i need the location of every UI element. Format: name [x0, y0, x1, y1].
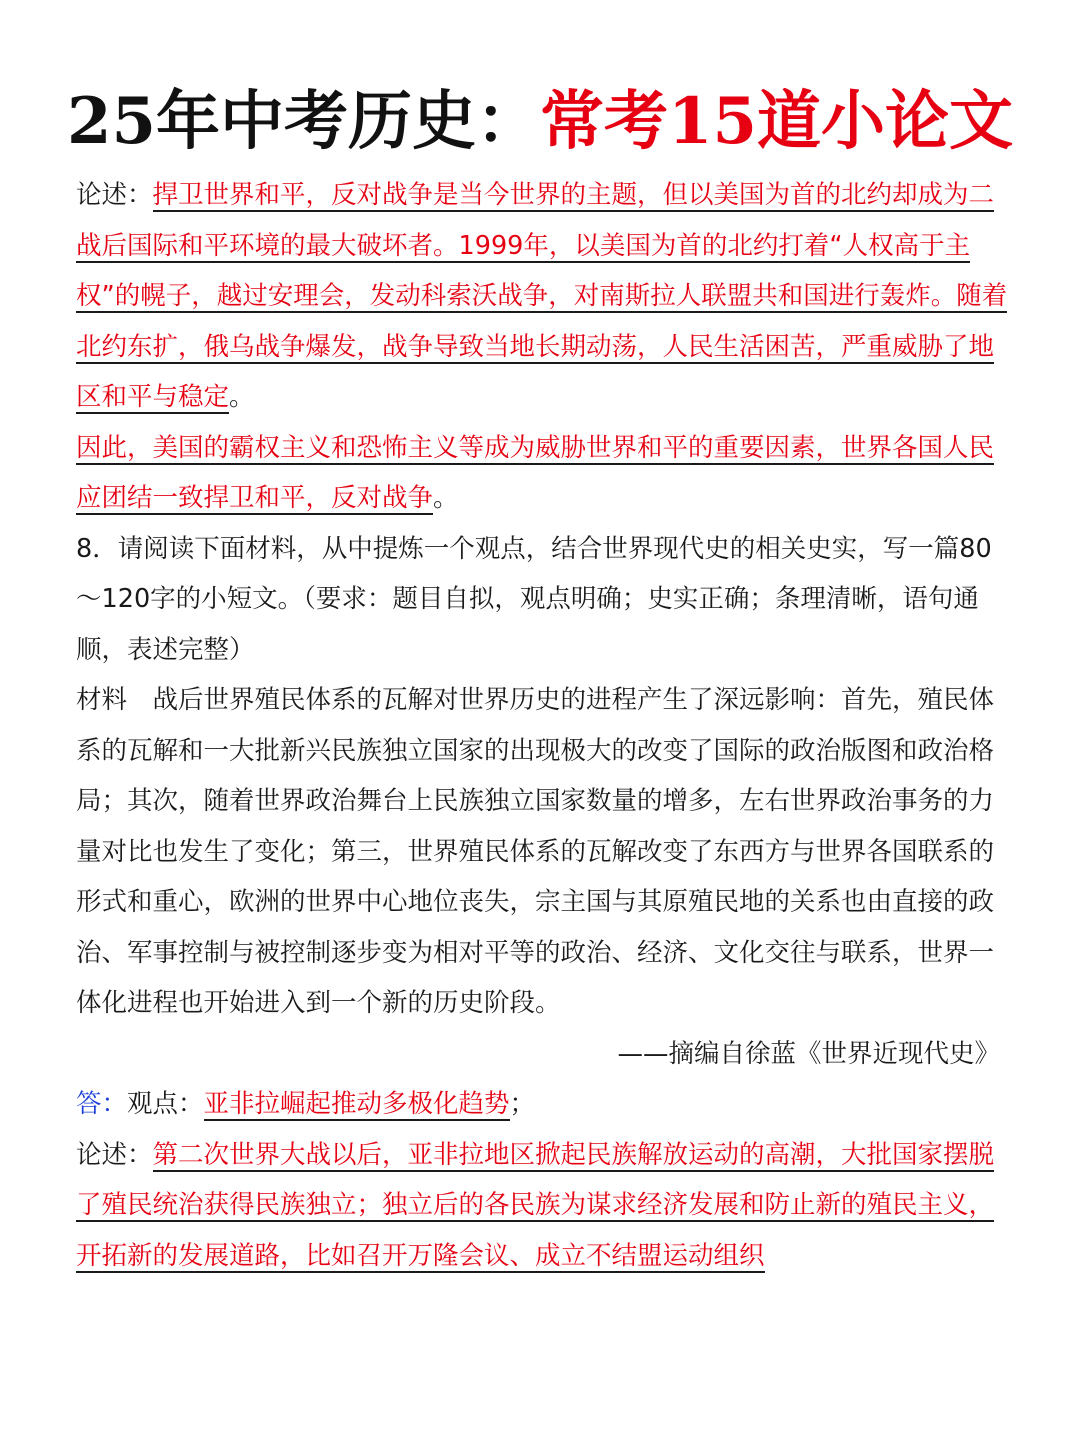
material-text: 战后世界殖民体系的瓦解对世界历史的进程产生了深远影响：首先，殖民体系的瓦解和一大批新兴民族独立国家的出现极大的改变了国际的政治版图和政治格局；其次，随着世界政治舞台上民族独立国家数量的增多，左右世界政治事务的力量对比也发生了变化；第三，世界殖民体系的瓦解改变了东西方与世界各国联系的形式和重心，欧洲的世界中心地位丧失，宗主国与其原殖民地的关系也由直接的政治、军事控制与被控制逐步变为相对平等的政治、经济、文化交往与联系，世界一体化进程也开始进入到一个新的历史阶段。 [76, 685, 995, 1018]
discussion-end: 。 [229, 382, 255, 412]
material-label: 材料 [76, 685, 128, 715]
viewpoint-label: 观点： [127, 1089, 204, 1119]
viewpoint-end: ； [509, 1089, 536, 1119]
answer8-viewpoint [76, 1079, 1008, 1130]
discussion-text: 捍卫世界和平，反对战争是当今世界的主题，但以美国为首的北约却成为二战后国际和平环境的最大破坏者。1999年，以美国为首的北约打着“人权高于主权”的幌子，越过安理会，发动科索沃战争，对南斯拉人联盟共和国进行轰炸。随着北约东扩，俄乌战争爆发，战争导致当地长期动荡，人民生活困苦，严重威胁了地区和平与稳定 [76, 180, 1008, 412]
answer-label: 答： [76, 1089, 128, 1119]
answer7-discussion [76, 170, 1008, 423]
answer7-conclusion [76, 423, 1008, 524]
question8-prompt: 8．请阅读下面材料，从中提炼一个观点，结合世界现代史的相关史实，写一篇80～120字的小短文。（要求：题目自拟，观点明确；史实正确；条理清晰，语句通顺，表述完整） [76, 533, 992, 665]
title-prefix: 25年中考历史： [66, 84, 540, 159]
discussion-label: 论述： [76, 1139, 153, 1170]
discussion-text: 第二次世界大战以后，亚非拉地区掀起民族解放运动的高潮，大批国家摆脱了殖民统治获得民族独立；独立后的各民族为谋求经济发展和防止新的殖民主义，开拓新的发展道路，比如召开万隆会议、成立不结盟运动组织 [76, 1139, 995, 1271]
page-title [0, 72, 1080, 172]
material-source: ——摘编自徐蓝《世界近现代史》 [617, 1038, 1000, 1069]
title-highlight: 常考15道小论文 [540, 84, 1014, 159]
viewpoint-text: 亚非拉崛起推动多极化趋势 [203, 1089, 510, 1119]
conclusion-end: 。 [433, 483, 459, 513]
answer8-discussion [76, 1130, 1008, 1282]
discussion-label: 论述： [76, 180, 153, 210]
document-body [76, 170, 1008, 1281]
question8-material [76, 675, 1008, 1029]
conclusion-text: 因此，美国的霸权主义和恐怖主义等成为威胁世界和平的重要因素，世界各国人民应团结一致捍卫和平，反对战争 [76, 432, 995, 513]
